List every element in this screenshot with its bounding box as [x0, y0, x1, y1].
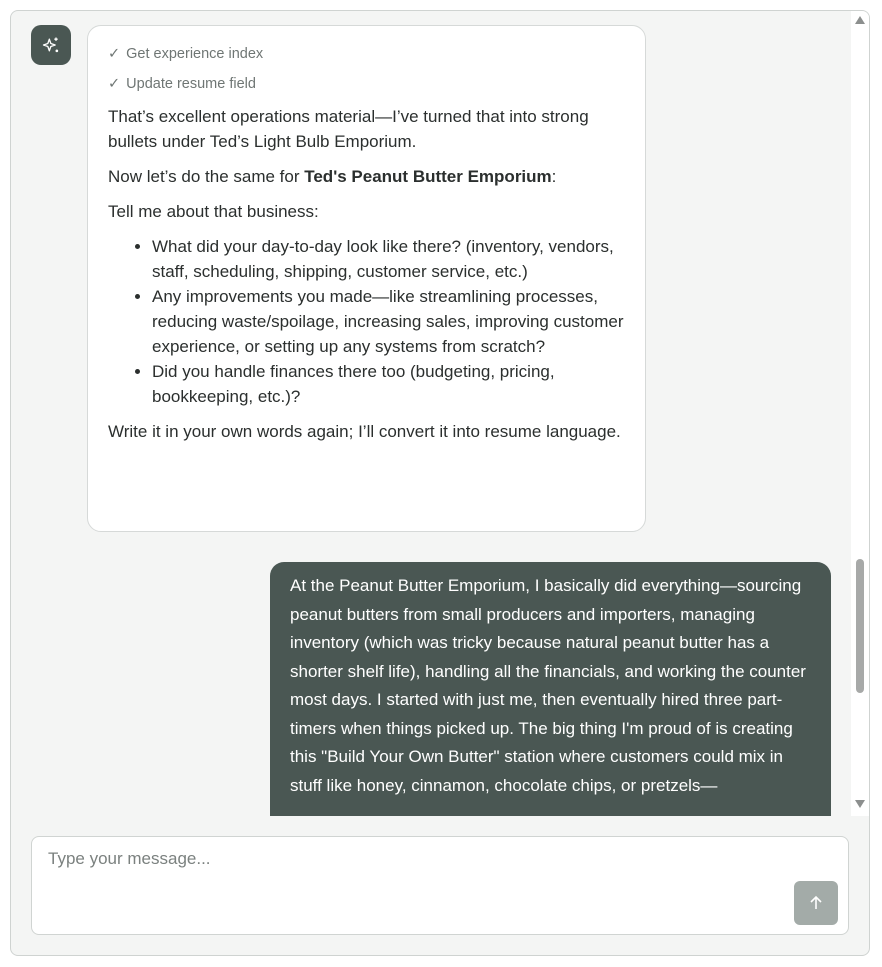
question-list — [108, 234, 625, 409]
list-item: • Did you handle finances there too (budgeting, pricing, bookkeeping, etc.)? — [152, 359, 625, 409]
check-icon: ✓ — [108, 46, 121, 62]
message-input[interactable] — [31, 836, 849, 935]
message-list — [11, 11, 851, 816]
message-paragraph: Now let’s do the same for Ted's Peanut Butter Emporium: — [108, 167, 557, 186]
arrow-up-icon — [808, 895, 824, 911]
user-message: At the Peanut Butter Emporium, I basically did everything—sourcing peanut butters from small producers and importers, managing inventory (which was tricky because natural peanut butter has a shorter shelf life), handling all the financials, and working the counter most days. I started with just me, then eventually hired three part-timers when things picked up. The big thing I'm proud of is creating this "Build Your Own Butter" station where customers could mix in stuff like honey, cinnamon, chocolate chips, or pretzels— — [270, 562, 831, 816]
message-placeholder: Type your message... — [48, 849, 211, 868]
sparkle-icon — [41, 35, 61, 55]
message-paragraph: That’s excellent operations material—I’ve turned that into strong bullets under Ted’s Light Bulb Emporium. — [108, 107, 589, 151]
check-icon: ✓ — [108, 76, 121, 92]
message-paragraph: Write it in your own words again; I’ll convert it into resume language. — [108, 422, 621, 441]
assistant-avatar — [31, 25, 71, 65]
chat-window — [10, 10, 870, 956]
scrollbar[interactable] — [851, 11, 870, 816]
scroll-down-arrow-icon[interactable] — [855, 800, 865, 808]
scrollbar-thumb[interactable] — [856, 559, 864, 693]
tool-call: ✓ Update resume field — [108, 76, 256, 92]
message-paragraph: Tell me about that business: — [108, 202, 319, 221]
assistant-message — [87, 25, 646, 532]
scroll-up-arrow-icon[interactable] — [855, 16, 865, 24]
list-item: • Any improvements you made—like streamlining processes, reducing waste/spoilage, increasing sales, improving customer experience, or setting up any systems from scratch? — [152, 284, 625, 359]
list-item: • What did your day-to-day look like there? (inventory, vendors, staff, scheduling, shipping, customer service, etc.) — [152, 234, 625, 284]
send-button[interactable] — [794, 881, 838, 925]
tool-call: ✓ Get experience index — [108, 46, 264, 62]
